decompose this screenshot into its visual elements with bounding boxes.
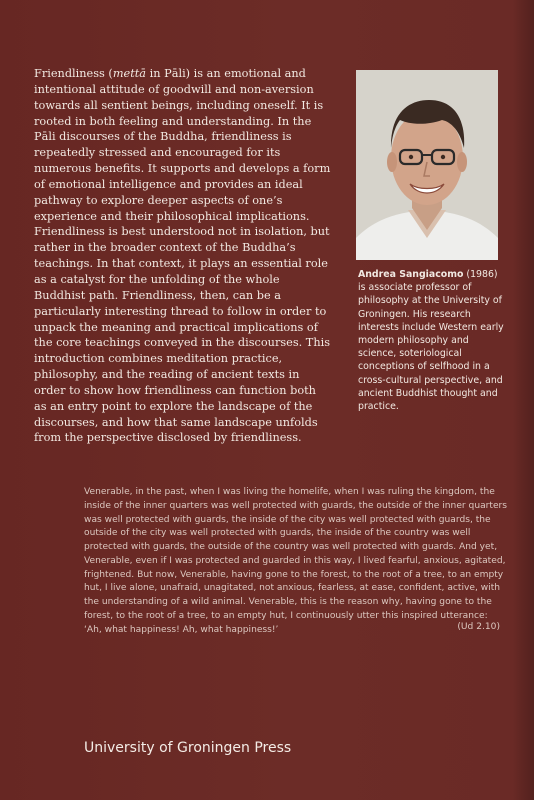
author-bio [358,268,504,413]
author-bio-text: (1986) is associate professor of philosophy at the University of Groningen. His research interests include Western early modern philosophy and science, soteriological conceptions of selfhood in a cross-cultural perspective, and ancient Buddhist thought and practice. [358,269,504,413]
intro-paragraph [34,66,332,446]
publisher-name: University of Groningen Press [84,740,292,756]
author-photo [356,70,498,260]
quote-citation: (Ud 2.10) [457,622,500,632]
intro-text-rest: in Pāli) is an emotional and intentional attitude of goodwill and non-aversion towards all sentient beings, including oneself. It is rooted in both feeling and understanding. In the Pāli discourses of the Buddha, friendliness is repeatedly stressed and encouraged for its numerous benefits. It supports and develops a form of emotional intelligence and provides an ideal pathway to explore deeper aspects of one’s experience and their philosophical implications. Friendliness is best understood not in isolation, but rather in the broader context of the Buddha’s teachings. In that context, it plays an essential role as a catalyst for the unfolding of the whole Buddhist path. Friendliness, then, can be a particularly interesting thread to follow in order to unpack the meaning and practical implications of the core teachings conveyed in the discourses. This introduction combines meditation practice, philosophy, and the reading of ancient texts in order to show how friendliness can function both as an entry point to explore the landscape of the discourses, and how that same landscape unfolds from the perspective disclosed by friendliness. [34,67,331,445]
intro-pali-term: mettā [112,67,147,80]
sutta-quote: Venerable, in the past, when I was living the homelife, when I was ruling the kingdom, the inside of the inner quarters was well protected with guards, the outside of the inner quarters was well protected with guards, the inside of the city was well protected with guards, the outside of the city was well protected with guards, the inside of the country was well protected with guards, the outside of the country was well protected with guards. And yet, Venerable, even if I was protected and guarded in this way, I lived fearful, anxious, agitated, frightened. But now, Venerable, having gone to the forest, to the root of a tree, to an empty hut, I live alone, unafraid, unagitated, not anxious, fearless, at ease, confident, active, with the understanding of a wild animal. Venerable, this is the reason why, having gone to the forest, to the root of a tree, to an empty hut, I continuously utter this inspired utterance: ‘Ah, what happiness! Ah, what happiness!’ [84,487,508,635]
author-name: Andrea Sangiacomo [358,269,464,280]
author-portrait-image [356,70,498,260]
spine-shadow [512,0,534,800]
intro-text-start: Friendliness ( [34,67,113,80]
